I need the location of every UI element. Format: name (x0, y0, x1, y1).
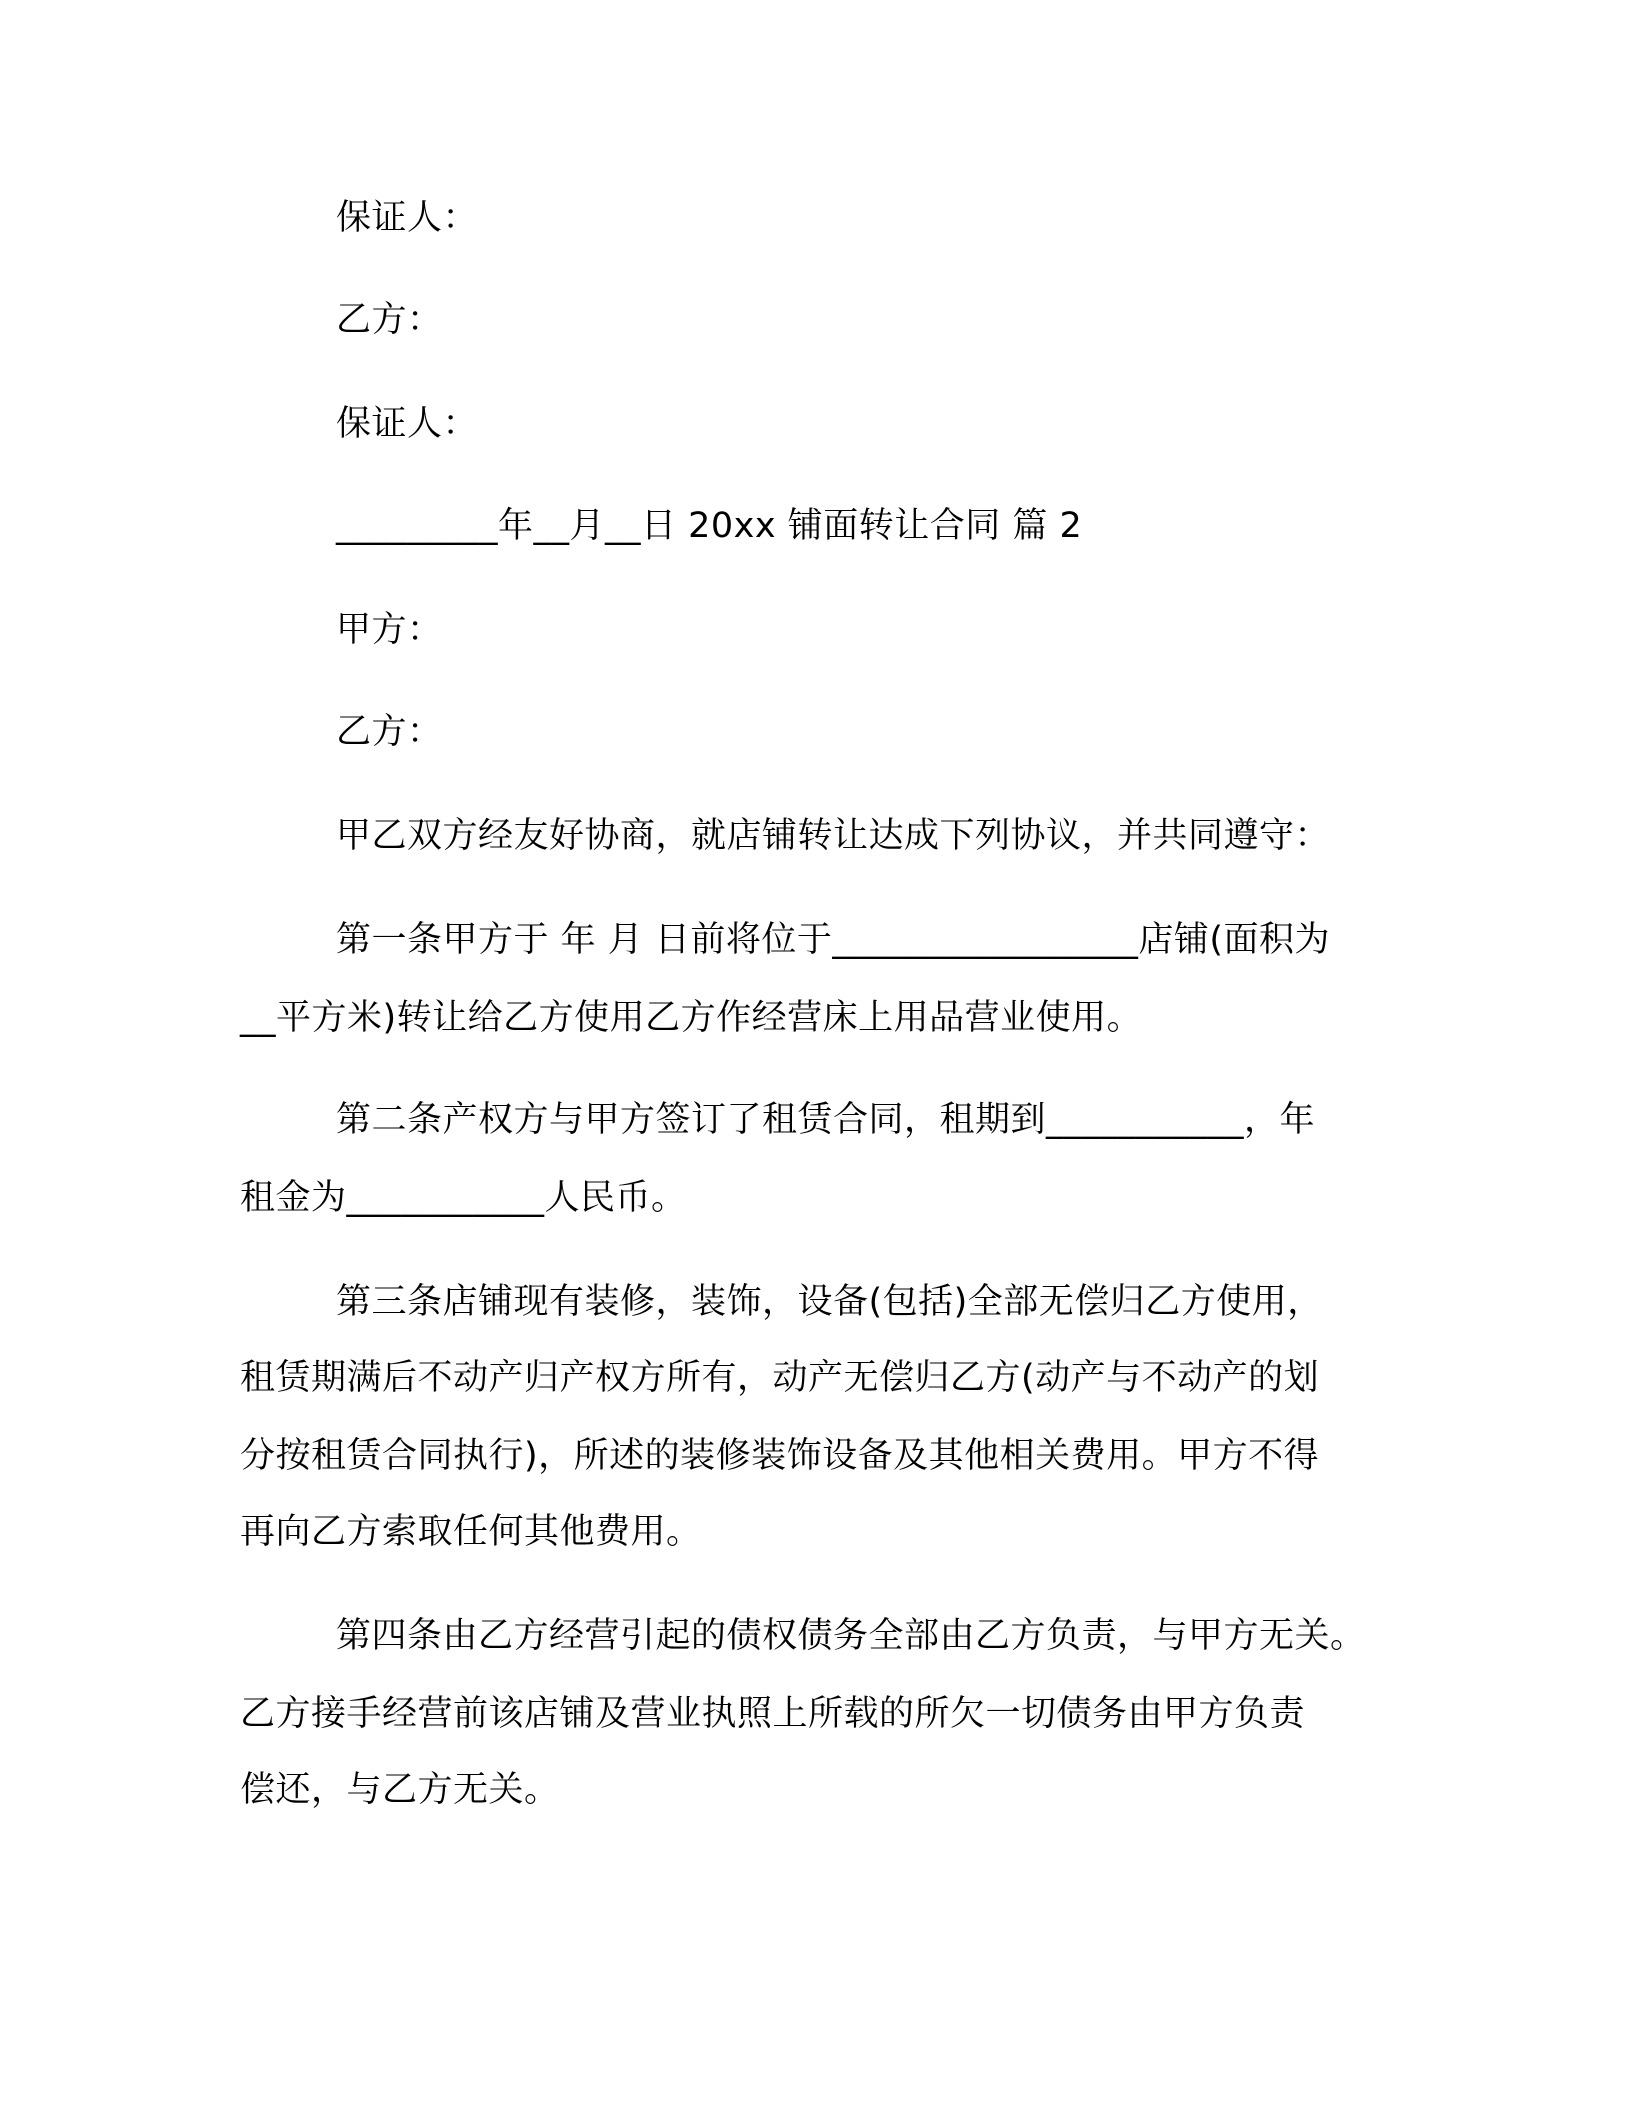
preamble-paragraph: 甲乙双方经友好协商，就店铺转让达成下列协议，并共同遵守： (336, 816, 1331, 856)
article-2-line-1: 第二条产权方与甲方签订了租赁合同，租期到___________，年 (336, 1100, 1316, 1140)
guarantor-label-1: 保证人： (336, 198, 479, 238)
guarantor-label-2: 保证人： (336, 404, 479, 444)
party-b-label-2: 乙方： (336, 712, 443, 752)
article-3-line-1: 第三条店铺现有装修，装饰，设备(包括)全部无偿归乙方使用， (336, 1282, 1323, 1322)
article-4-line-3: 偿还，与乙方无关。 (240, 1770, 560, 1810)
article-4-line-2: 乙方接手经营前该店铺及营业执照上所载的所欠一切债务由甲方负责 (240, 1694, 1306, 1734)
article-3-line-4: 再向乙方索取任何其他费用。 (240, 1512, 702, 1552)
article-4-line-1: 第四条由乙方经营引起的债权债务全部由乙方负责，与甲方无关。 (336, 1616, 1366, 1656)
article-2-line-2: 租金为___________人民币。 (240, 1178, 687, 1218)
article-1-line-2: __平方米)转让给乙方使用乙方作经营床上用品营业使用。 (240, 998, 1143, 1038)
date-and-title-line: _________年__月__日 20xx 铺面转让合同 篇 2 (336, 506, 1083, 546)
article-3-line-3: 分按租赁合同执行)，所述的装修装饰设备及其他相关费用。甲方不得 (240, 1436, 1320, 1476)
party-a-label: 甲方： (336, 610, 443, 650)
party-b-label-1: 乙方： (336, 300, 443, 340)
article-3-line-2: 租赁期满后不动产归产权方所有，动产无偿归乙方(动产与不动产的划 (240, 1358, 1320, 1398)
article-1-line-1: 第一条甲方于 年 月 日前将位于_________________店铺(面积为 (336, 920, 1331, 960)
